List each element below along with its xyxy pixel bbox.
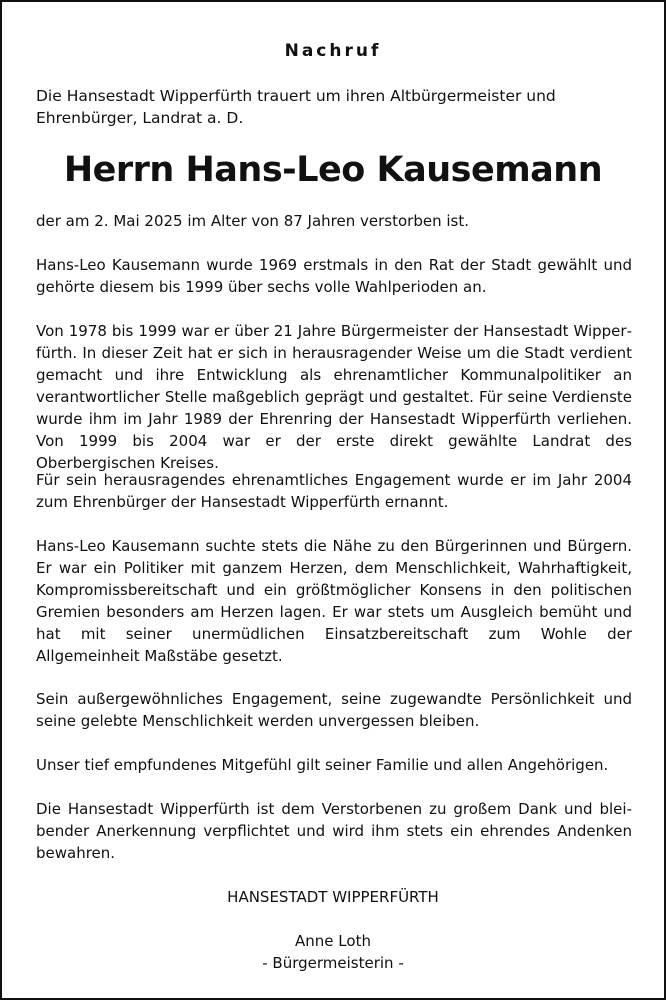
signature-name: Anne Loth xyxy=(295,932,371,950)
deceased-name: Herrn Hans-Leo Kausemann xyxy=(63,150,603,190)
paragraph-gratitude: Die Hansestadt Wipperfürth ist dem Verstorbenen zu großem Dank und bleibender Anerkennung verpflichtet und wird ihm stets ein ehrendes Andenken bewahren. xyxy=(36,800,632,862)
paragraph-character: Hans-Leo Kausemann suchte stets die Nähe zu den Bürgerinnen und Bürgern. Er war ein Politiker mit ganzem Herzen, dem Menschlichkeit, Wahrhaftigkeit, Kompromissbereitschaft und ein größtmöglicher Konsens in den politischen Gremien besonders am Herzen lagen. Er war stets um Ausgleich bemüht und hat mit seiner unermüdlichen Einsatzbereitschaft zum Wohle der Allgemeinheit Maßstäbe gesetzt. xyxy=(36,537,632,665)
intro-text: Die Hansestadt Wipperfürth trauert um ihren Altbürgermeister und Ehrenbürger, Landrat a. D. xyxy=(36,87,556,127)
paragraph-legacy: Sein außergewöhnliches Engagement, seine zugewandte Persönlichkeit und seine gelebte Menschlichkeit werden unvergessen bleiben. xyxy=(36,690,632,730)
paragraph-honorary-citizen: Für sein herausragendes ehrenamtliches Engagement wurde er im Jahr 2004 zum Ehrenbürger der Hansestadt Wipperfürth ernannt. xyxy=(36,471,632,511)
paragraph-mayor: Von 1978 bis 1999 war er über 21 Jahre Bürgermeister der Hansestadt Wipperfürth. In dieser Zeit hat er sich in herausragender Weise um die Stadt verdient gemacht und ihre Entwicklung als ehrenamtlicher Kommunalpolitiker an verantwortlicher Stelle maßgeblich geprägt und gestaltet. Für seine Verdienste wurde ihm im Jahr 1989 der Ehrenring der Hansestadt Wipperfürth verliehen. Von 1999 bis 2004 war er der erste direkt gewählte Landrat des Oberbergischen Kreises. xyxy=(36,322,632,472)
notice-heading: Nachruf xyxy=(284,41,382,61)
signature-role: - Bürgermeisterin - xyxy=(262,954,404,972)
paragraph-death-date: der am 2. Mai 2025 im Alter von 87 Jahren verstorben ist. xyxy=(36,212,469,230)
paragraph-condolences: Unser tief empfundenes Mitgefühl gilt seiner Familie und allen Angehörigen. xyxy=(36,756,609,774)
paragraph-council: Hans-Leo Kausemann wurde 1969 erstmals in den Rat der Stadt gewählt und gehörte diesem bis 1999 über sechs volle Wahlperioden an. xyxy=(36,256,632,296)
signature-organization: HANSESTADT WIPPERFÜRTH xyxy=(227,888,439,906)
